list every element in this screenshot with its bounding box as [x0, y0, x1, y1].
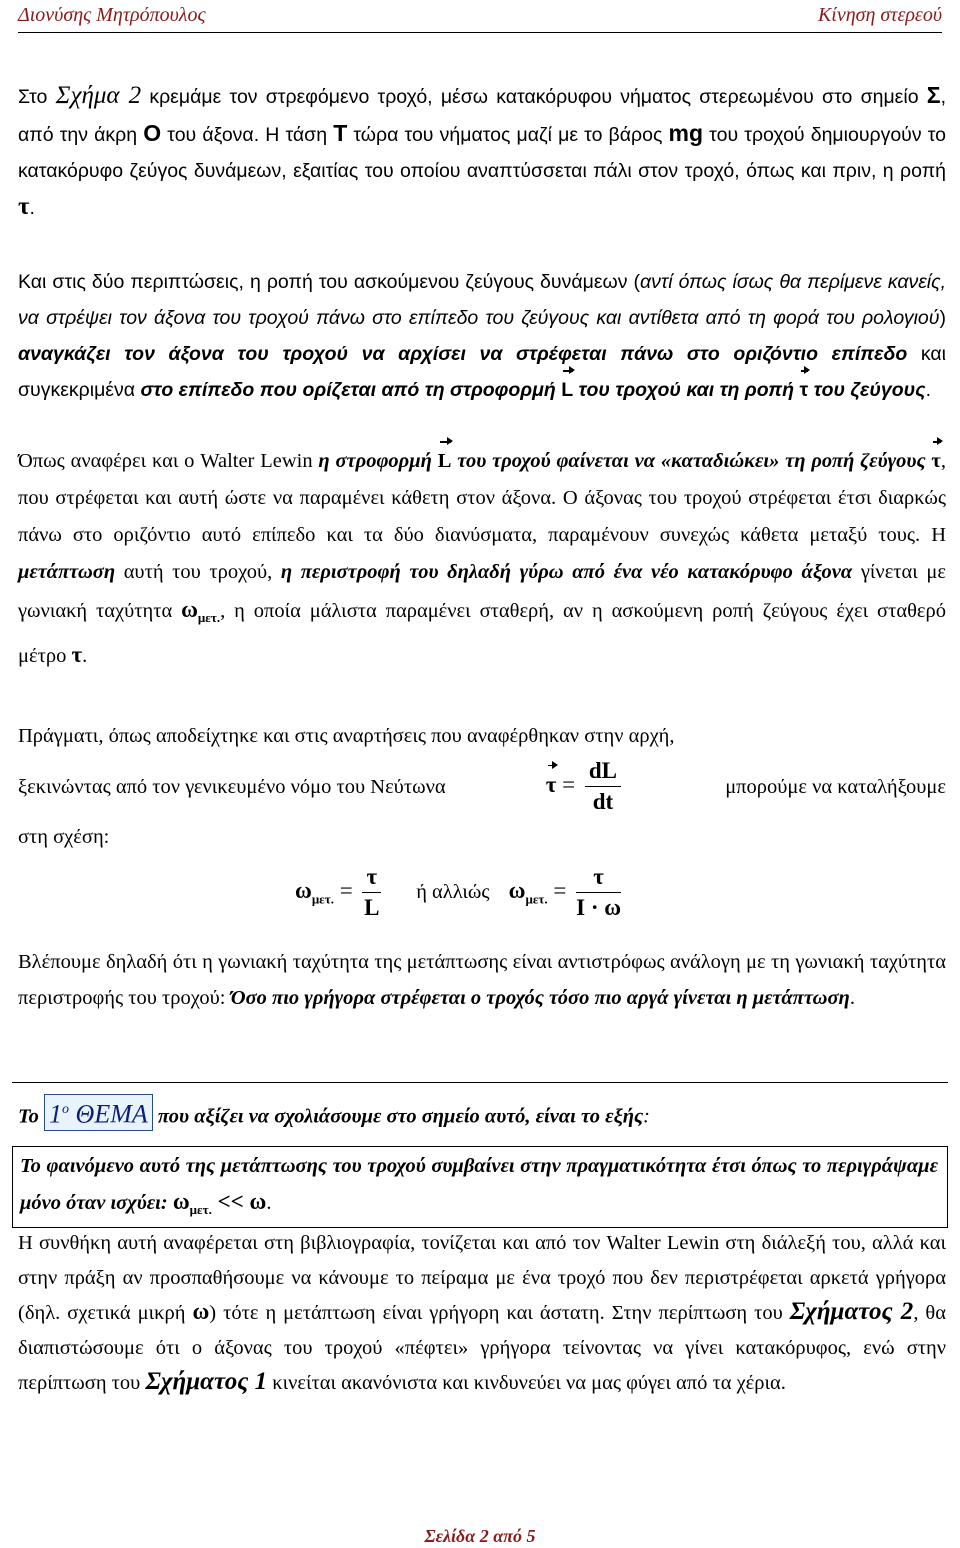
- paragraph-5: Βλέπουμε δηλαδή ότι η γωνιακή ταχύτητα της μετάπτωσης είναι αντιστρόφως ανάλογη με τη γωνιακή ταχύτητα περιστροφής του τροχού: Όσο πιο γρήγορα στρέφεται ο τροχός τόσο πιο αργά γίνεται η μετάπτωση.: [18, 951, 946, 1009]
- paragraph-4: Πράγματι, όπως αποδείχτηκε και στις αναρτήσεις που αναφέρθηκαν στην αρχή, ξεκινώντας από τον γενικευμένο νόμο του Νεύτωνα τ = $\frac{dL}{dt}$ μπορούμε να καταλήξουμε στη σχέση:: [18, 725, 946, 848]
- newton-law-formula: τ = $\frac{dL}{dt}$: [546, 756, 625, 817]
- header-author: Διονύσης Μητρόπουλος: [18, 4, 206, 26]
- theme-badge: $1^o$ ΘΕΜΑ: [44, 1094, 153, 1131]
- page-header: [18, 2, 942, 33]
- paragraph-2: Και στις δύο περιπτώσεις, η ροπή του ασκούμενου ζεύγους δυνάμεων (αντί όπως ίσως θα περίμενε κανείς, να στρέψει τον άξονα του τροχού πάνω στο επίπεδο του ζεύγους και αντίθετα από τη φορά του ρολογιού) αναγκάζει τον άξονα του τροχού να αρχίσει να στρέφεται πάνω στο οριζόντιο επίπεδο και συγκεκριμένα στο επίπεδο που ορίζεται από τη στροφορμή L του τροχού και τη ροπή τ του ζεύγους.: [18, 264, 946, 408]
- condition-text: Το φαινόμενο αυτό της μετάπτωσης του τροχού συμβαίνει στην πραγματικότητα έτσι όπως το περιγράψαμε μόνο όταν ισχύει: $\omega_{\mu\varepsilon\tau.} << \omega$.: [20, 1155, 938, 1218]
- vector-L: L: [438, 443, 452, 480]
- precession-formula: $\omega_{\mu\varepsilon\tau.}$ = $\frac{\tau}{L}$ ή αλλιώς $\omega_{\mu\varepsilon\tau.}$ = $\frac{\tau}{I \cdot \omega}$: [295, 864, 622, 920]
- paragraph-1: Στο Σχήμα 2 κρεμάμε τον στρεφόμενο τροχό, μέσω κατακόρυφου νήματος στερεωμένου στο σημείο Σ, από την άκρη Ο του άξονα. Η τάση Τ τώρα του νήματος μαζί με το βάρος mg του τροχού δημιουργούν το κατακόρυφο ζεύγος δυνάμεων, εξαιτίας του οποίου αναπτύσσεται πάλι στον τροχό, όπως και πριν, η ροπή τ.: [18, 82, 947, 220]
- paragraph-6: Η συνθήκη αυτή αναφέρεται στη βιβλιογραφία, τονίζεται και από τον Walter Lewin στη διάλεξή του, αλλά και στην πράξη αν προσπαθήσουμε να κάνουμε το πείραμα με ένα τροχό που δεν περιστρέφεται αρκετά γρήγορα (δηλ. σχετικά μικρή ω) τότε η μετάπτωση είναι γρήγορη και άστατη. Στην περίπτωση του Σχήματος 2, θα διαπιστώσουμε ότι ο άξονας του τροχού «πέφτει» γρήγορα τείνοντας να γίνει κατακόρυφος, ενώ στην περίπτωση του Σχήματος 1 κινείται ακανόνιστα και κινδυνεύει να μας φύγει από τα χέρια.: [18, 1232, 946, 1395]
- page-footer: Σελίδα 2 από 5: [424, 1526, 536, 1546]
- vector-L: L: [561, 372, 573, 408]
- vector-tau: τ: [931, 443, 940, 480]
- theme-heading: Το $1^o$ ΘΕΜΑ που αξίζει να σχολιάσουμε στο σημείο αυτό, είναι το εξής:: [18, 1094, 946, 1135]
- header-title: Κίνηση στερεού: [817, 4, 942, 26]
- vector-tau: τ: [799, 372, 808, 408]
- divider: [12, 1082, 948, 1083]
- paragraph-3: Όπως αναφέρει και ο Walter Lewin η στροφορμή L του τροχού φαίνεται να «καταδιώκει» τη ροπή ζεύγους τ, που στρέφεται και αυτή ώστε να παραμένει κάθετη στον άξονα. Ο άξονας του τροχού στρέφεται έτσι διαρκώς πάνω στο οριζόντιο αυτό επίπεδο και τα δύο διανύσματα, παραμένουν συνεχώς κάθετα μεταξύ τους. Η μετάπτωση αυτή του τροχού, η περιστροφή του δηλαδή γύρω από ένα νέο κατακόρυφο άξονα γίνεται με γωνιακή ταχύτητα $\omega_{\mu\varepsilon\tau.}$, η οποία μάλιστα παραμένει σταθερή, αν η ασκούμενη ροπή ζεύγους έχει σταθερό μέτρο τ.: [18, 443, 946, 675]
